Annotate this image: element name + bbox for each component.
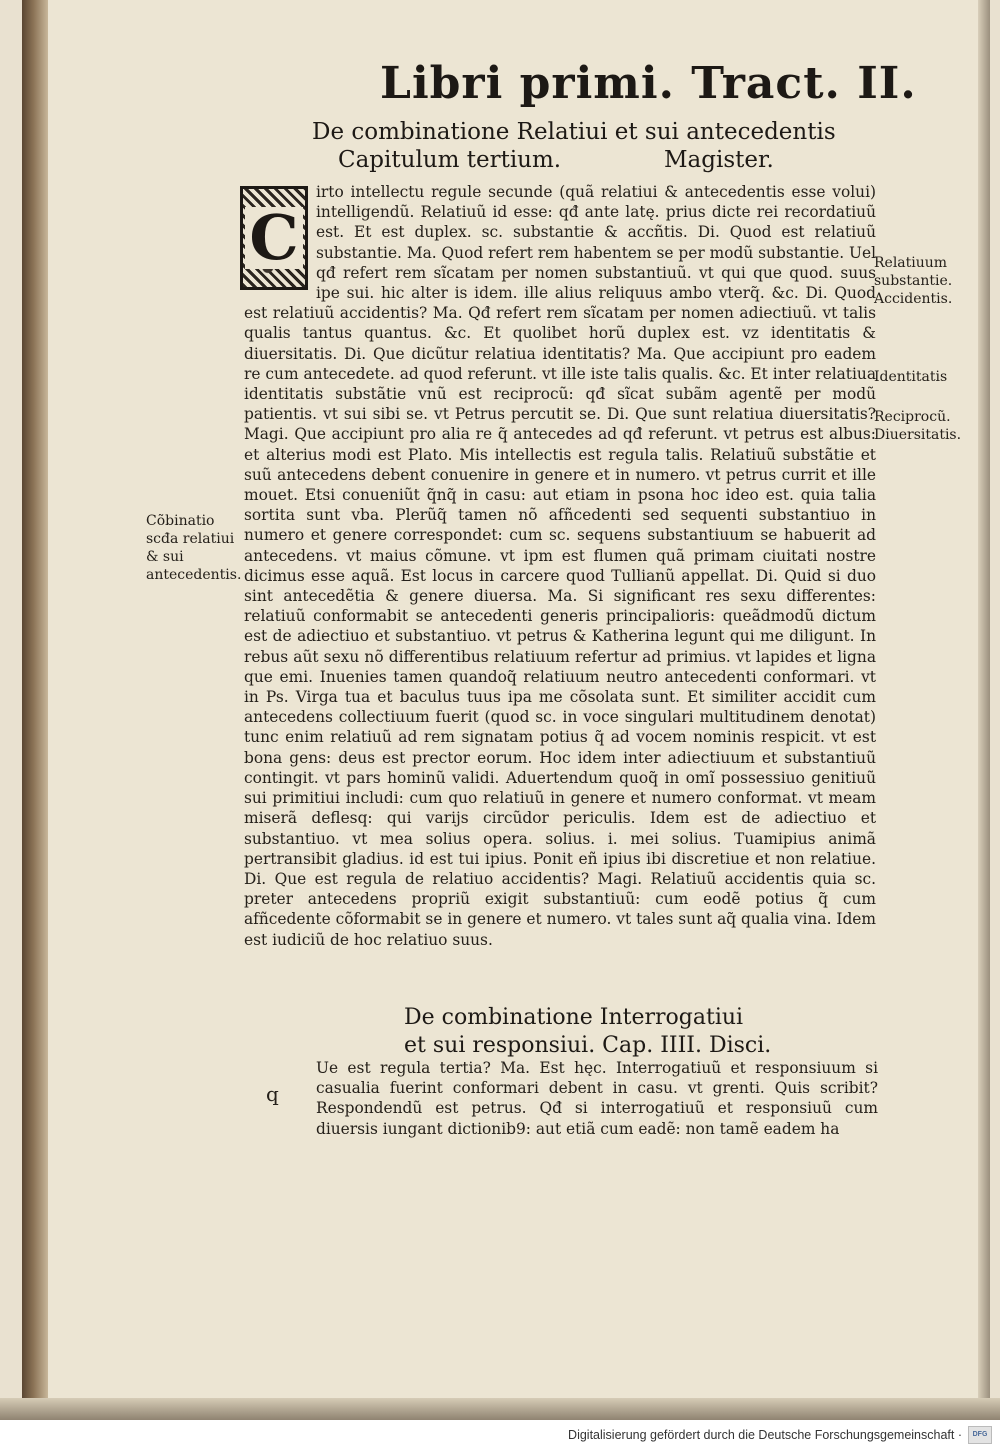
chapter-heading [312, 118, 836, 174]
chapter-title-line1: De combinatione Relatiui et sui antecedentis [312, 119, 836, 145]
chapter-body [244, 182, 876, 950]
section-title-line1: De combinatione Interrogatiui [404, 1005, 744, 1030]
section-initial-guide-letter: q [266, 1082, 279, 1106]
footer-bar [0, 1420, 1000, 1449]
section-body: Ue est regula tertia? Ma. Est hęc. Interrogatiuũ et responsiuum si casualia fuerint conformari debent in casu. vt grenti. Quis scribit? Respondendũ est petrus. Qđ si interrogatiuũ et responsiuũ cum diuersis iungant dictionib9: aut etiã cum eadẽ: non tamẽ eadem ha [316, 1059, 878, 1138]
section-heading [404, 1004, 864, 1060]
funding-notice: Digitalisierung gefördert durch die Deutsche Forschungsgemeinschaft · [568, 1427, 962, 1442]
marginal-note-right-2: Identitatis [874, 369, 948, 385]
marginal-note-right-3: Reciprocũ. Diuersitatis. [874, 409, 962, 443]
page-edge-right [978, 0, 990, 1420]
speaker-label: Magister. [664, 147, 774, 173]
book-spine [22, 0, 48, 1420]
section-title-line2: et sui responsiui. Cap. IIII. Disci. [404, 1033, 772, 1058]
marginal-note-left-1: Cõbinatio scđa relatiui & sui antecedentis. [146, 513, 242, 583]
page-edge-bottom [0, 1398, 1000, 1420]
dfg-logo-text: DFG [972, 1431, 988, 1438]
running-title: Libri primi. Tract. II. [380, 58, 917, 109]
dfg-logo-icon [968, 1426, 992, 1444]
chapter-title-line2: Capitulum tertium. [338, 147, 562, 173]
marginal-note-right-1: Relatiuum substantie. Accidentis. [874, 255, 953, 307]
chapter-body-text: irto intellectu regule secunde (quã relatiui & antecedentis esse volui) intelligendũ. Relatiuũ id esse: qđ ante latę. prius dicte rei recordatiuũ est. Et est duplex. sc. substantie & accñtis. Di. Quod est relatiuũ substantie. Ma. Quod refert rem habentem se per modũ substantie. Uel qđ refert rem sĩcatam per nomen substantiuũ. vt qui que quod. suus ipe sui. hic alter is idem. ille alius reliquus ambo vterq̃. &c. Di. Quod est relatiuũ accidentis? Ma. Qđ refert rem sĩcatam per nomen adiectiuũ. vt talis qualis tantus quantus. &c. Et quolibet horũ duplex est. vz identitatis & diuersitatis. Di. Que dicũtur relatiua identitatis? Ma. Que accipiunt pro eadem re cum antecedete. ad quod referunt. vt ille iste talis qualis. &c. Et inter relatiua identitatis substãtie vnũ est reciprocũ: qđ sĩcat subãm agentẽ per modũ patientis. vt sui sibi se. vt Petrus percutit se. Di. Que sunt relatiua diuersitatis? Magi. Que accipiunt pro alia re q̃ antecedes ad qđ referunt. vt petrus est albus: et alterius modi est Plato. Mis intellectis est regula talis. Relatiuũ substãtie et suũ antecedens debent conuenire in genere et in numero. vt petrus currit et ille mouet. Etsi conueniũt q̃nq̃ in casu: aut etiam in psona hoc ideo est. quia talia sortita sunt vba. Plerũq̃ tamen nõ afñcedenti sed sequenti substantiuo in numero et genere correspondet: cum sc. sequens substantiuum se habuerit ad antecedens. vt maius cõmune. vt ipm est flumen quã primam ciuitati nostre dicimus esse aquã. Est locus in carcere quod Tullianũ appellat. Di. Quid si duo sint antecedẽtia & genere diuersa. Ma. Si significant res sexu differentes: relatiuũ conformabit se antecedenti generis principalioris: queãdmodũ dictum est de adiectiuo et substantiuo. vt petrus & Katherina legunt qui me diligunt. In rebus aũt sexu nõ differentibus relatiuum refertur ad primius. vt lapides et ligna que emi. Inuenies tamen quandoq̃ relatiuum neutro antecedenti conformari. vt in Ps. Virga tua et baculus tuus ipa me cõsolata sunt. Et similiter accidit cum antecedens collectiuum fuerit (quod sc. in voce singulari multitudinem denotat) tunc enim relatiuũ ad rem signatam potius q̃ ad vocem nominis respicit. vt est bona gens: deus est prector eorum. Hoc idem inter adiectiuum et substantiuũ contingit. vt pars hominũ validi. Aduertendum quoq̃ in omĩ possessiuo genitiuũ sui primitiui includi: cum quo relatiuũ in genere et numero conformat. vt meam miserã deflesq: qui varijs circũdor periculis. Idem est de adiectiuo et substantiuo. vt mea solius opera. solius. i. mei solius. Tuamipius animã pertransibit gladius. id est tui ipius. Ponit eñ ipius ibi discretiue et non relatiue. Di. Que est regula de relatiuo accidentis? Magi. Relatiuũ accidentis quia sc. preter antecedens propriũ exigit substantiuũ: cum eodẽ potius q̃ cum afñcedente cõformabit se in genere et numero. vt tales sunt aq̃ qualia vina. Idem est iudiciũ de hoc relatiuo suus. [244, 183, 876, 949]
initial-letter: C [245, 207, 302, 269]
